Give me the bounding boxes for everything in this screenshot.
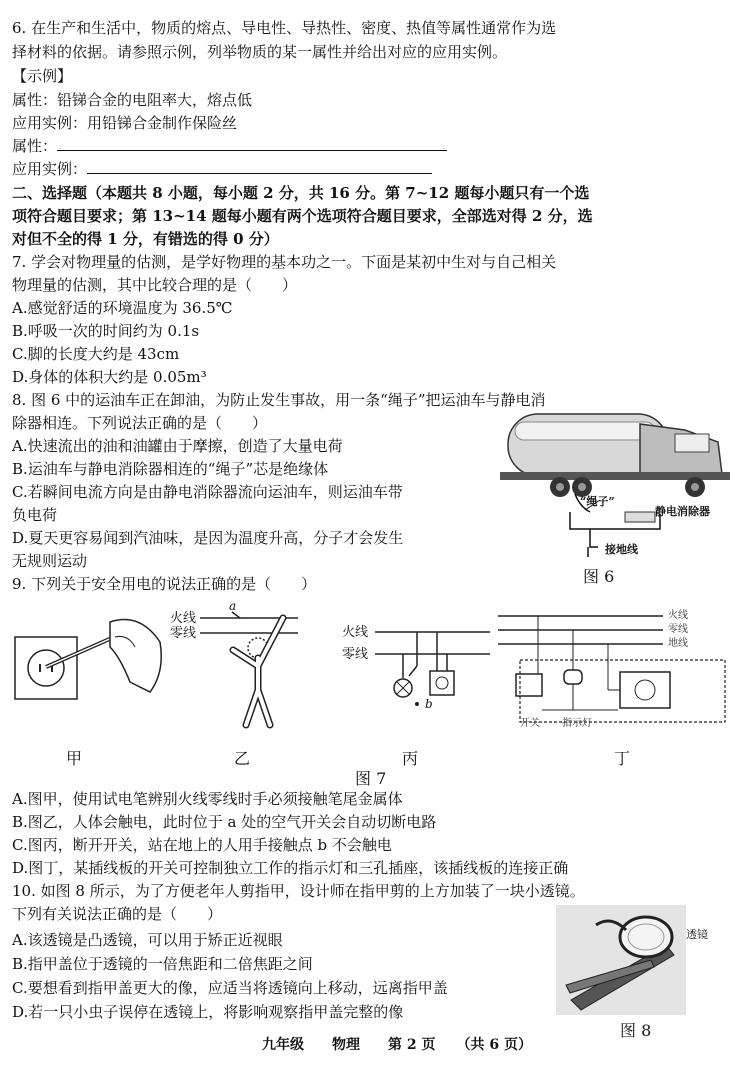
q9-option-a: A.图甲，使用试电笔辨别火线零线时手必须接触笔尾金属体: [12, 790, 403, 808]
fig7-label-bing: 丙: [402, 749, 419, 768]
q6-example-application: 应用实例：用铅锑合金制作保险丝: [12, 114, 238, 132]
q8-option-d-1: D.夏天更容易闻到汽油味，是因为温度升高，分子才会发生: [12, 529, 404, 547]
q6-property-label: 属性：: [12, 137, 58, 155]
q9-option-b: B.图乙，人体会触电，此时位于 a 处的空气开关会自动切断电路: [12, 813, 437, 831]
fig7-label-ding: 丁: [614, 749, 631, 768]
figure-8-nail-clipper: [556, 905, 686, 1015]
q8-option-a: A.快速流出的油和油罐由于摩擦，创造了大量电荷: [12, 437, 343, 455]
fig8-caption: 图 8: [620, 1021, 652, 1040]
fig7-bing-point-b: b: [425, 697, 433, 711]
q7-option-c: C.脚的长度大约是 43cm: [12, 345, 180, 363]
q10-option-b: B.指甲盖位于透镜的一倍焦距和二倍焦距之间: [12, 955, 313, 973]
fig7-caption: 图 7: [355, 769, 387, 788]
q7-option-b: B.呼吸一次的时间约为 0.1s: [12, 322, 200, 340]
q10-line-2: 下列有关说法正确的是（ ）: [12, 905, 223, 923]
q8-option-c-1: C.若瞬间电流方向是由静电消除器流向运油车，则运油车带: [12, 483, 403, 501]
q7-option-d: D.身体的体积大约是 0.05m³: [12, 368, 207, 386]
fig7-ding-switch-label: 开关: [520, 718, 540, 729]
q10-option-a: A.该透镜是凸透镜，可以用于矫正近视眼: [12, 931, 283, 949]
q10-option-d: D.若一只小虫子误停在透镜上，将影响观察指甲盖完整的像: [12, 1003, 404, 1021]
fig6-eliminator-label: 静电消除器: [655, 505, 710, 518]
q6-line-1: 6. 在生产和生活中，物质的熔点、导电性、导热性、密度、热值等属性通常作为选: [12, 19, 557, 37]
fig7-jia-panel: [10, 612, 170, 722]
section2-line-3: 对但不全的得 1 分，有错选的得 0 分）: [12, 230, 279, 248]
fig7-yi-point-a: a: [229, 599, 237, 613]
q7-option-a: A.感觉舒适的环境温度为 36.5℃: [12, 299, 233, 317]
section2-line-2: 项符合题目要求；第 13~14 题每小题有两个选项符合题目要求，全部选对得 2 分，选: [12, 207, 593, 225]
fig6-rope-label: “绳子”: [580, 495, 615, 508]
fig7-ding-wire2-label: 零线: [668, 624, 688, 635]
q9-stem: 9. 下列关于安全用电的说法正确的是（ ）: [12, 575, 317, 593]
q8-option-c-2: 负电荷: [12, 506, 58, 524]
test-pen-illustration: [10, 612, 170, 722]
fig8-lens-label: 透镜: [686, 928, 708, 941]
q6-example-tag: 【示例】: [12, 67, 73, 85]
fig7-label-jia: 甲: [66, 749, 83, 768]
q7-line-1: 7. 学会对物理量的估测，是学好物理的基本功之一。下面是某初中生对与自己相关: [12, 253, 557, 271]
fig7-bing-neutral-label: 零线: [342, 647, 369, 662]
q6-property-answer: [12, 136, 447, 156]
fig7-yi-neutral-label: 零线: [170, 626, 197, 641]
tanker-illustration: [490, 402, 740, 562]
fig7-bing-live-label: 火线: [342, 625, 369, 640]
q6-property-blank[interactable]: [57, 136, 447, 151]
q10-option-c: C.要想看到指甲盖更大的像，应适当将透镜向上移动，远离指甲盖: [12, 979, 448, 997]
fig7-ding-wire1-label: 火线: [668, 610, 688, 621]
page-footer: 九年级 物理 第 2 页 （共 6 页）: [262, 1037, 532, 1053]
q9-option-d: D.图丁，某插线板的开关可控制独立工作的指示灯和三孔插座，该插线板的连接正确: [12, 859, 569, 877]
q6-line-2: 择材料的依据。请参照示例，列举物质的某一属性并给出对应的应用实例。: [12, 43, 508, 61]
fig7-ding-wire3-label: 地线: [668, 638, 688, 649]
q10-line-1: 10. 如图 8 所示，为了方便老年人剪指甲，设计师在指甲剪的上方加装了一块小透镜。: [12, 882, 585, 900]
q6-application-answer: [12, 159, 432, 179]
figure-6-tanker: [490, 402, 740, 562]
q6-application-blank[interactable]: [87, 159, 432, 174]
fig6-ground-label: 接地线: [605, 543, 638, 556]
q6-example-property: 属性：铅锑合金的电阻率大，熔点低: [12, 91, 253, 109]
q6-application-label: 应用实例：: [12, 160, 88, 178]
q8-option-b: B.运油车与静电消除器相连的“绳子”芯是绝缘体: [12, 460, 329, 478]
q7-line-2: 物理量的估测，其中比较合理的是（ ）: [12, 276, 298, 294]
q8-option-d-2: 无规则运动: [12, 552, 88, 570]
section2-line-1: 二、选择题（本题共 8 小题，每小题 2 分，共 16 分。第 7~12 题每小题只有一个选: [12, 184, 590, 202]
q8-line-1: 8. 图 6 中的运油车正在卸油，为防止发生事故，用一条“绳子”把运油车与静电消: [12, 391, 546, 409]
fig7-label-yi: 乙: [234, 749, 251, 768]
q9-option-c: C.图丙，断开开关，站在地上的人用手接触点 b 不会触电: [12, 836, 392, 854]
fig6-caption: 图 6: [583, 567, 615, 586]
fig7-ding-light-label: 指示灯: [562, 718, 592, 729]
q8-line-2: 除器相连。下列说法正确的是（ ）: [12, 414, 268, 432]
fig7-yi-live-label: 火线: [170, 611, 197, 626]
nail-clipper-lens-illustration: [556, 905, 686, 1015]
